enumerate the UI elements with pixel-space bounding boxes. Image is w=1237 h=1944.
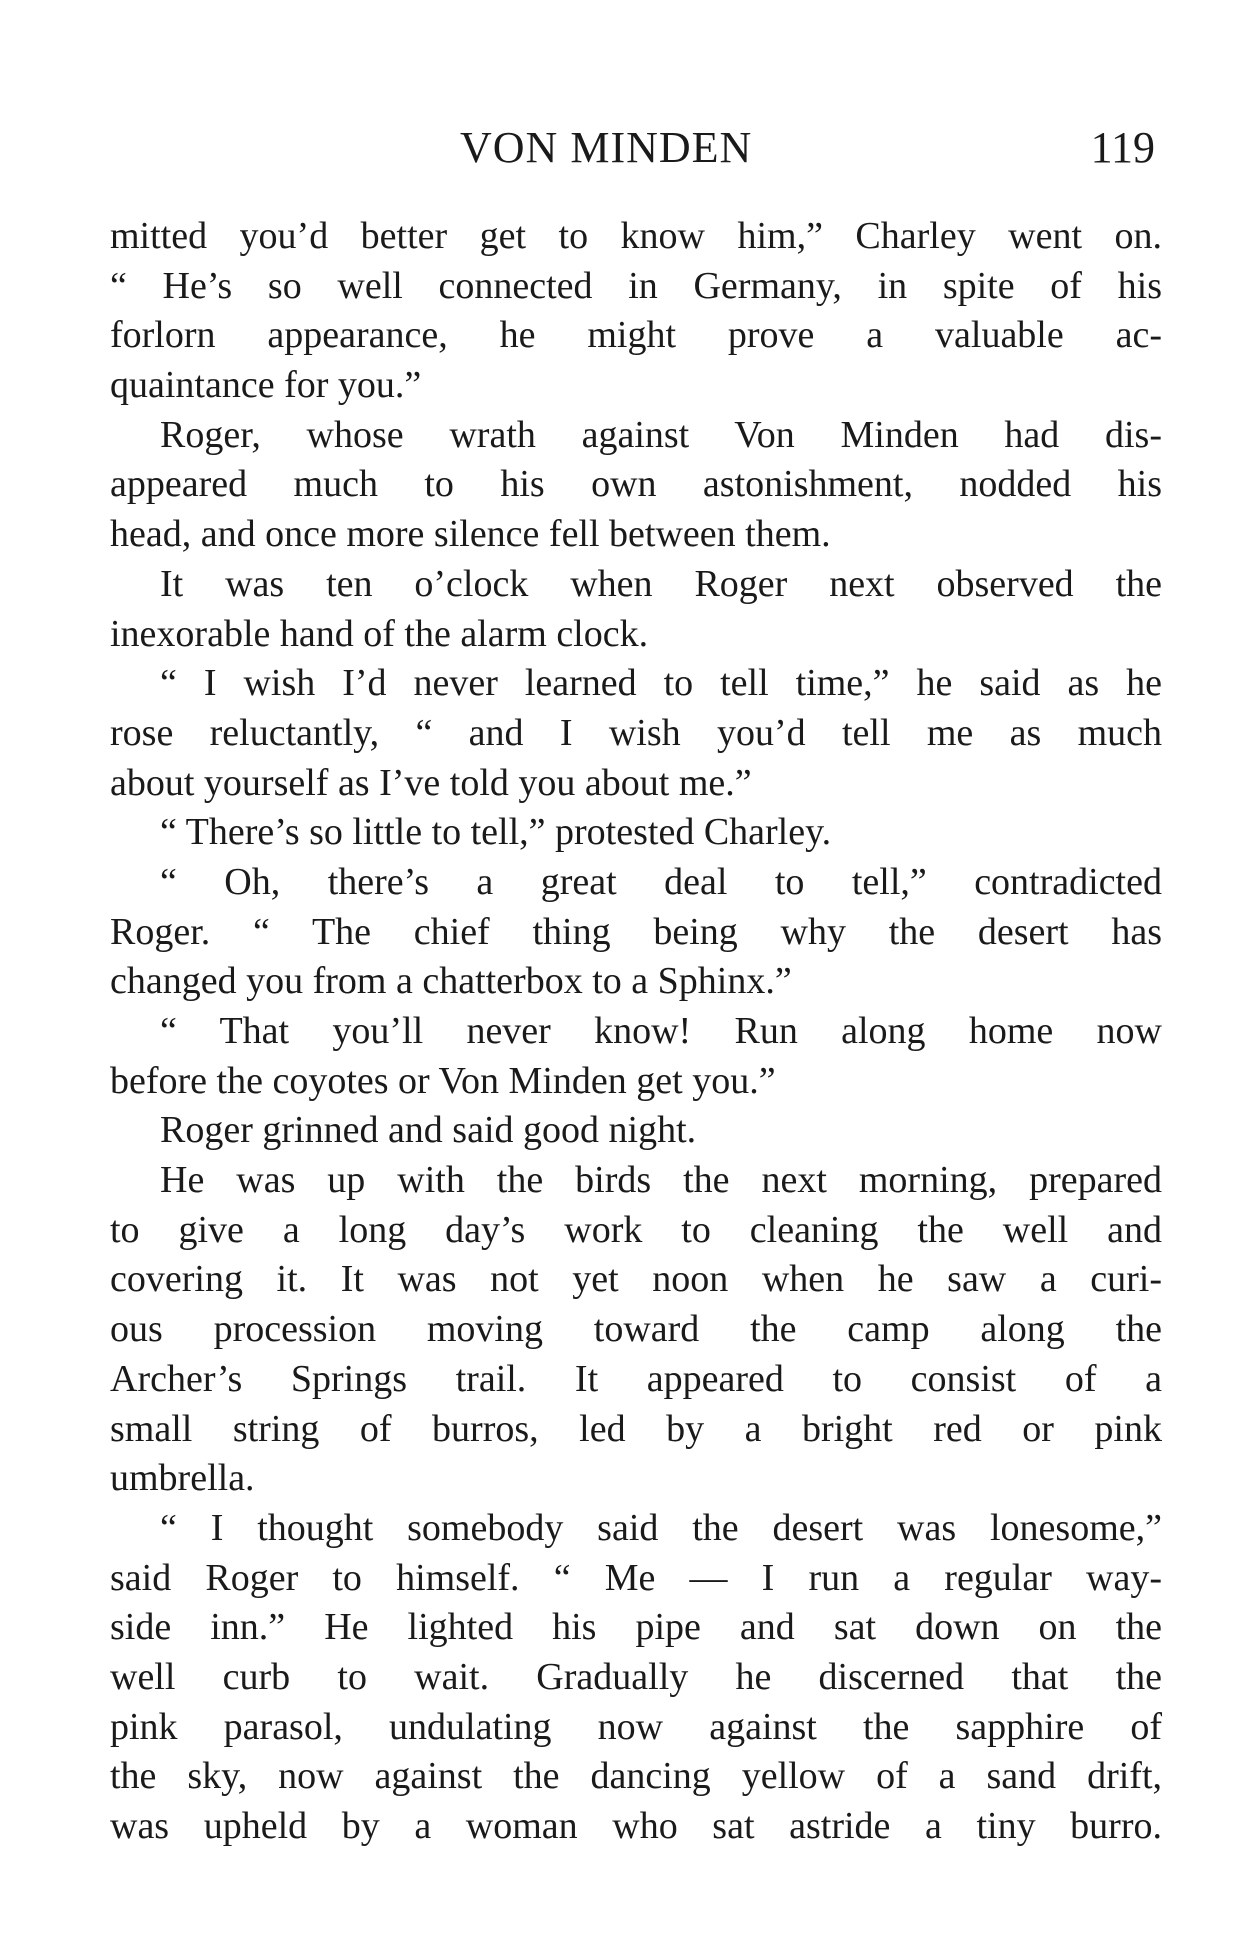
text-line: changed you from a chatterbox to a Sphinx.” — [110, 960, 792, 1003]
text-line: side inn.” He lighted his pipe and sat down on the — [110, 1606, 1162, 1649]
text-line: Roger, whose wrath against Von Minden had dis- — [160, 413, 1162, 456]
running-title: VON MINDEN — [460, 123, 753, 172]
text-line: mitted you’d better get to know him,” Charley went on. — [110, 215, 1162, 257]
text-line: quaintance for you.” — [110, 364, 422, 407]
text-line: Roger grinned and said good night. — [160, 1109, 697, 1152]
text-line: to give a long day’s work to cleaning the well and — [110, 1208, 1162, 1251]
text-line: forlorn appearance, he might prove a valuable ac- — [110, 314, 1162, 357]
text-line: inexorable hand of the alarm clock. — [110, 612, 649, 655]
text-line: Roger. “ The chief thing being why the desert has — [110, 910, 1162, 953]
text-line: He was up with the birds the next morning, prepared — [160, 1159, 1162, 1202]
text-line: “ I thought somebody said the desert was lonesome,” — [160, 1506, 1162, 1549]
text-line: rose reluctantly, “ and I wish you’d tell me as much — [110, 711, 1162, 754]
text-line: covering it. It was not yet noon when he saw a curi- — [110, 1258, 1162, 1301]
text-line: “ There’s so little to tell,” protested Charley. — [160, 811, 832, 854]
text-line: small string of burros, led by a bright red or pink — [110, 1407, 1162, 1450]
text-line: Archer’s Springs trail. It appeared to consist of a — [110, 1357, 1162, 1400]
text-line: was upheld by a woman who sat astride a tiny burro. — [110, 1805, 1162, 1847]
text-line: head, and once more silence fell between them. — [110, 513, 831, 556]
page-number: 119 — [1090, 123, 1155, 172]
body-text — [110, 212, 1162, 1852]
running-head — [110, 118, 1155, 178]
text-line: before the coyotes or Von Minden get you.” — [110, 1059, 776, 1102]
text-line: pink parasol, undulating now against the sapphire of — [110, 1705, 1162, 1748]
text-line: “ I wish I’d never learned to tell time,” he said as he — [160, 662, 1162, 705]
text-line: “ Oh, there’s a great deal to tell,” contradicted — [160, 860, 1162, 903]
text-line: It was ten o’clock when Roger next observed the — [160, 562, 1162, 605]
text-line: well curb to wait. Gradually he discerned that the — [110, 1655, 1162, 1698]
text-line: ous procession moving toward the camp along the — [110, 1308, 1162, 1351]
text-line: appeared much to his own astonishment, nodded his — [110, 463, 1162, 506]
text-line: umbrella. — [110, 1457, 255, 1500]
text-line: said Roger to himself. “ Me — I run a regular way- — [110, 1556, 1162, 1599]
text-line: the sky, now against the dancing yellow of a sand drift, — [110, 1755, 1162, 1798]
text-line: about yourself as I’ve told you about me.” — [110, 761, 752, 804]
text-line: “ He’s so well connected in Germany, in spite of his — [110, 264, 1162, 307]
text-line: “ That you’ll never know! Run along home now — [160, 1010, 1162, 1052]
